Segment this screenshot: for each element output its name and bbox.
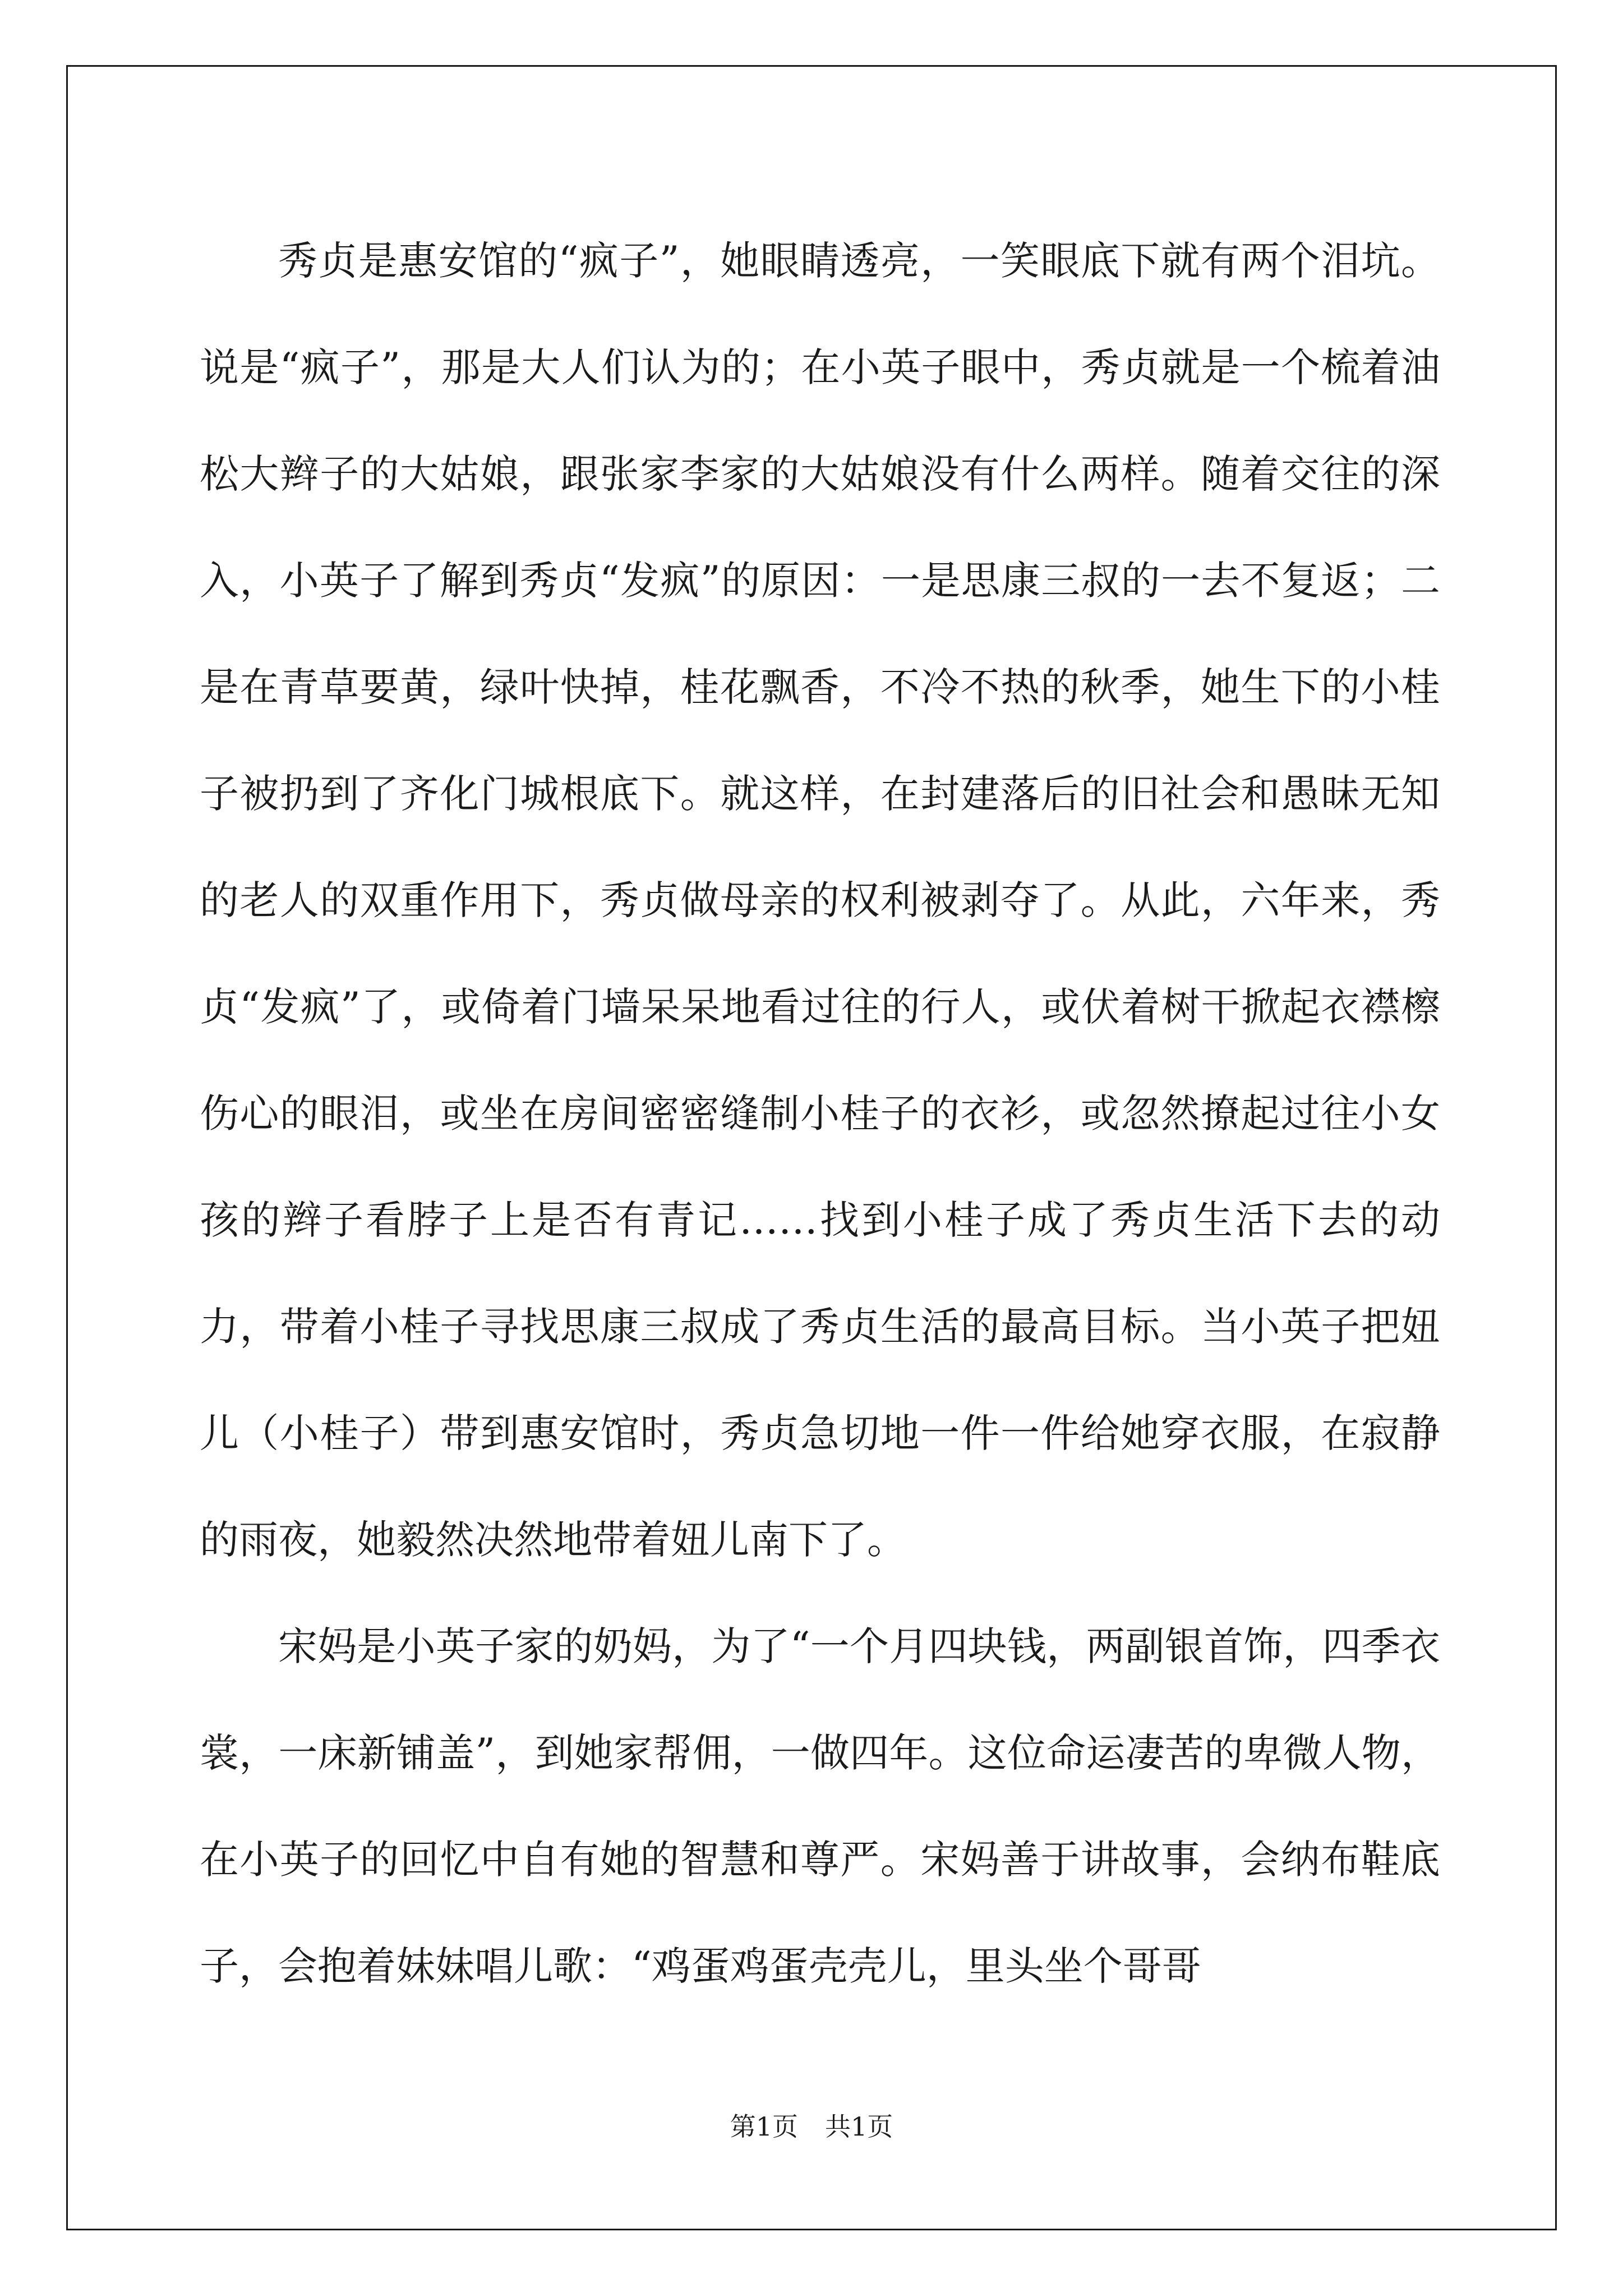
paragraph-songma: 宋妈是小英子家的奶妈，为了“一个月四块钱，两副银首饰，四季衣裳，一床新铺盖”，到她家帮佣，一做四年。这位命运凄苦的卑微人物，在小英子的回忆中自有她的智慧和尊严。宋妈善于讲故事，会纳布鞋底子，会抱着妹妹唱儿歌：“鸡蛋鸡蛋壳壳儿，里头坐个哥哥 — [200, 1623, 1440, 1989]
page-total: 共1页 — [825, 2111, 893, 2142]
page-number: 第1页 — [730, 2111, 798, 2142]
document-body — [200, 208, 1440, 2019]
page-footer — [0, 2106, 1623, 2143]
paragraph-xiuzhen: 秀贞是惠安馆的“疯子”，她眼睛透亮，一笑眼底下就有两个泪坑。说是“疯子”，那是大人们认为的；在小英子眼中，秀贞就是一个梳着油松大辫子的大姑娘，跟张家李家的大姑娘没有什么两样。随着交往的深入，小英子了解到秀贞“发疯”的原因：一是思康三叔的一去不复返；二是在青草要黄，绿叶快掉，桂花飘香，不冷不热的秋季，她生下的小桂子被扔到了齐化门城根底下。就这样，在封建落后的旧社会和愚昧无知的老人的双重作用下，秀贞做母亲的权利被剥夺了。从此，六年来，秀贞“发疯”了，或倚着门墙呆呆地看过往的行人，或伏着树干掀起衣襟檫伤心的眼泪，或坐在房间密密缝制小桂子的衣衫，或忽然撩起过往小女孩的辫子看脖子上是否有青记……找到小桂子成了秀贞生活下去的动力，带着小桂子寻找思康三叔成了秀贞生活的最高目标。当小英子把妞儿（小桂子）带到惠安馆时，秀贞急切地一件一件给她穿衣服，在寂静的雨夜，她毅然决然地带着妞儿南下了。 — [200, 238, 1440, 1563]
